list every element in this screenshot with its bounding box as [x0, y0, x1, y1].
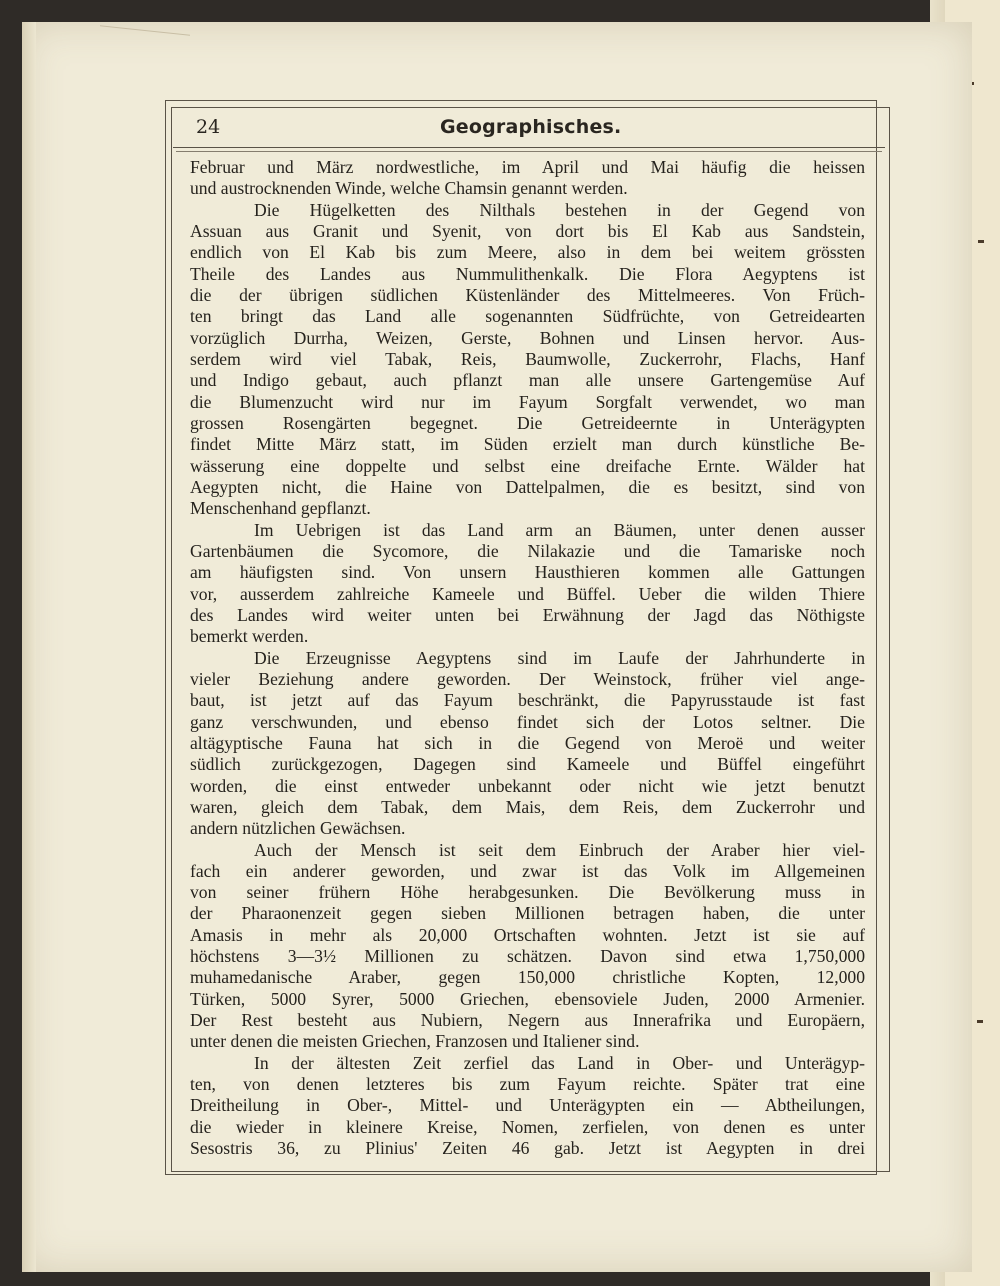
text-line: vorzüglich Durrha, Weizen, Gerste, Bohnen und Linsen hervor. Aus- — [190, 327, 865, 348]
text-line: altägyptische Fauna hat sich in die Gegend von Meroë und weiter — [190, 732, 865, 753]
text-line: vor, ausserdem zahlreiche Kameele und Büffel. Ueber die wilden Thiere — [190, 583, 865, 604]
margin-mark — [977, 1020, 983, 1023]
text-line: die Blumenzucht wird nur im Fayum Sorgfalt verwendet, wo man — [190, 391, 865, 412]
text-line: Türken, 5000 Syrer, 5000 Griechen, ebensoviele Juden, 2000 Armenier. — [190, 988, 865, 1009]
text-line: Amasis in mehr als 20,000 Ortschaften wohnten. Jetzt ist sie auf — [190, 924, 865, 945]
text-line: am häufigsten sind. Von unsern Hausthieren kommen alle Gattungen — [190, 562, 865, 583]
text-line: höchstens 3—3½ Millionen zu schätzen. Davon sind etwa 1,750,000 — [190, 946, 865, 967]
text-line: Der Rest besteht aus Nubiern, Negern aus Innerafrika und Europäern, — [190, 1010, 865, 1031]
text-line: und austrocknenden Winde, welche Chamsin genannt werden. — [190, 178, 628, 199]
text-line: ganz verschwunden, und ebenso findet sich der Lotos seltner. Die — [190, 711, 865, 732]
text-line: muhamedanische Araber, gegen 150,000 christliche Kopten, 12,000 — [190, 967, 865, 988]
text-line: serdem wird viel Tabak, Reis, Baumwolle, Zuckerrohr, Flachs, Hanf — [190, 348, 865, 369]
page-edge — [22, 22, 36, 1272]
text-line: Aegypten nicht, die Haine von Dattelpalmen, die es besitzt, sind von — [190, 476, 865, 497]
text-line: von seiner frühern Höhe herabgesunken. Die Bevölkerung muss in — [190, 882, 865, 903]
margin-mark — [978, 240, 984, 243]
text-line: Februar und März nordwestliche, im April und Mai häufig die heissen — [190, 157, 865, 177]
text-line: Auch der Mensch ist seit dem Einbruch der Araber hier viel- — [254, 839, 865, 860]
text-line: In der ältesten Zeit zerfiel das Land in Ober- und Unterägyp- — [254, 1052, 865, 1073]
text-line: wässerung eine doppelte und selbst eine dreifache Ernte. Wälder hat — [190, 455, 865, 476]
text-line: andern nützlichen Gewächsen. — [190, 818, 406, 839]
text-line: fach ein anderer geworden, und zwar ist das Volk im Allgemeinen — [190, 860, 865, 881]
text-line: grossen Rosengärten begegnet. Die Getreideernte in Unterägypten — [190, 412, 865, 433]
text-line: findet Mitte März statt, im Süden erzielt man durch künstliche Be- — [190, 434, 865, 455]
text-line: und Indigo gebaut, auch pflanzt man alle unsere Gartengemüse Auf — [190, 370, 865, 391]
header-rule — [173, 147, 885, 148]
text-line: unter denen die meisten Griechen, Franzosen und Italiener sind. — [190, 1031, 640, 1052]
text-line: die der übrigen südlichen Küstenländer des Mittelmeeres. Von Früch- — [190, 284, 865, 305]
text-line: worden, die einst entweder unbekannt oder nicht wie jetzt benutzt — [190, 775, 865, 796]
text-line: Assuan aus Granit und Syenit, von dort bis El Kab aus Sandstein, — [190, 220, 865, 241]
text-line: Sesostris 36, zu Plinius' Zeiten 46 gab. Jetzt ist Aegypten in drei — [190, 1138, 865, 1159]
text-line: der Pharaonenzeit gegen sieben Millionen betragen haben, die unter — [190, 903, 865, 924]
page-number: 24 — [196, 116, 221, 138]
header-rule-thin — [176, 151, 882, 152]
text-line: ten bringt das Land alle sogenannten Südfrüchte, von Getreidearten — [190, 306, 865, 327]
text-line: bemerkt werden. — [190, 626, 309, 647]
text-line: des Landes wird weiter unten bei Erwähnung der Jagd das Nöthigste — [190, 604, 865, 625]
text-line: vieler Beziehung andere geworden. Der Weinstock, früher viel ange- — [190, 668, 865, 689]
text-line: Gartenbäumen die Sycomore, die Nilakazie und die Tamariske noch — [190, 540, 865, 561]
body-text — [190, 157, 865, 1159]
text-line: Dreitheilung in Ober-, Mittel- und Unterägypten ein — Abtheilungen, — [190, 1095, 865, 1116]
text-line: Die Erzeugnisse Aegyptens sind im Laufe der Jahrhunderte in — [254, 647, 865, 668]
text-line: endlich von El Kab bis zum Meere, also in dem bei weitem grössten — [190, 242, 865, 263]
text-line: ten, von denen letzteres bis zum Fayum reichte. Später trat eine — [190, 1074, 865, 1095]
text-line: Im Uebrigen ist das Land arm an Bäumen, unter denen ausser — [254, 519, 865, 540]
text-line: Menschenhand gepflanzt. — [190, 498, 371, 519]
text-line: Theile des Landes aus Nummulithenkalk. Die Flora Aegyptens ist — [190, 263, 865, 284]
text-line: baut, ist jetzt auf das Fayum beschränkt, die Papyrusstaude ist fast — [190, 690, 865, 711]
text-line: Die Hügelketten des Nilthals bestehen in der Gegend von — [254, 199, 865, 220]
text-line: waren, gleich dem Tabak, dem Mais, dem Reis, dem Zuckerrohr und — [190, 796, 865, 817]
text-line: die wieder in kleinere Kreise, Nomen, zerfielen, von denen es unter — [190, 1116, 865, 1137]
text-line: südlich zurückgezogen, Dagegen sind Kameele und Büffel eingeführt — [190, 754, 865, 775]
running-title: Geographisches. — [440, 116, 622, 138]
